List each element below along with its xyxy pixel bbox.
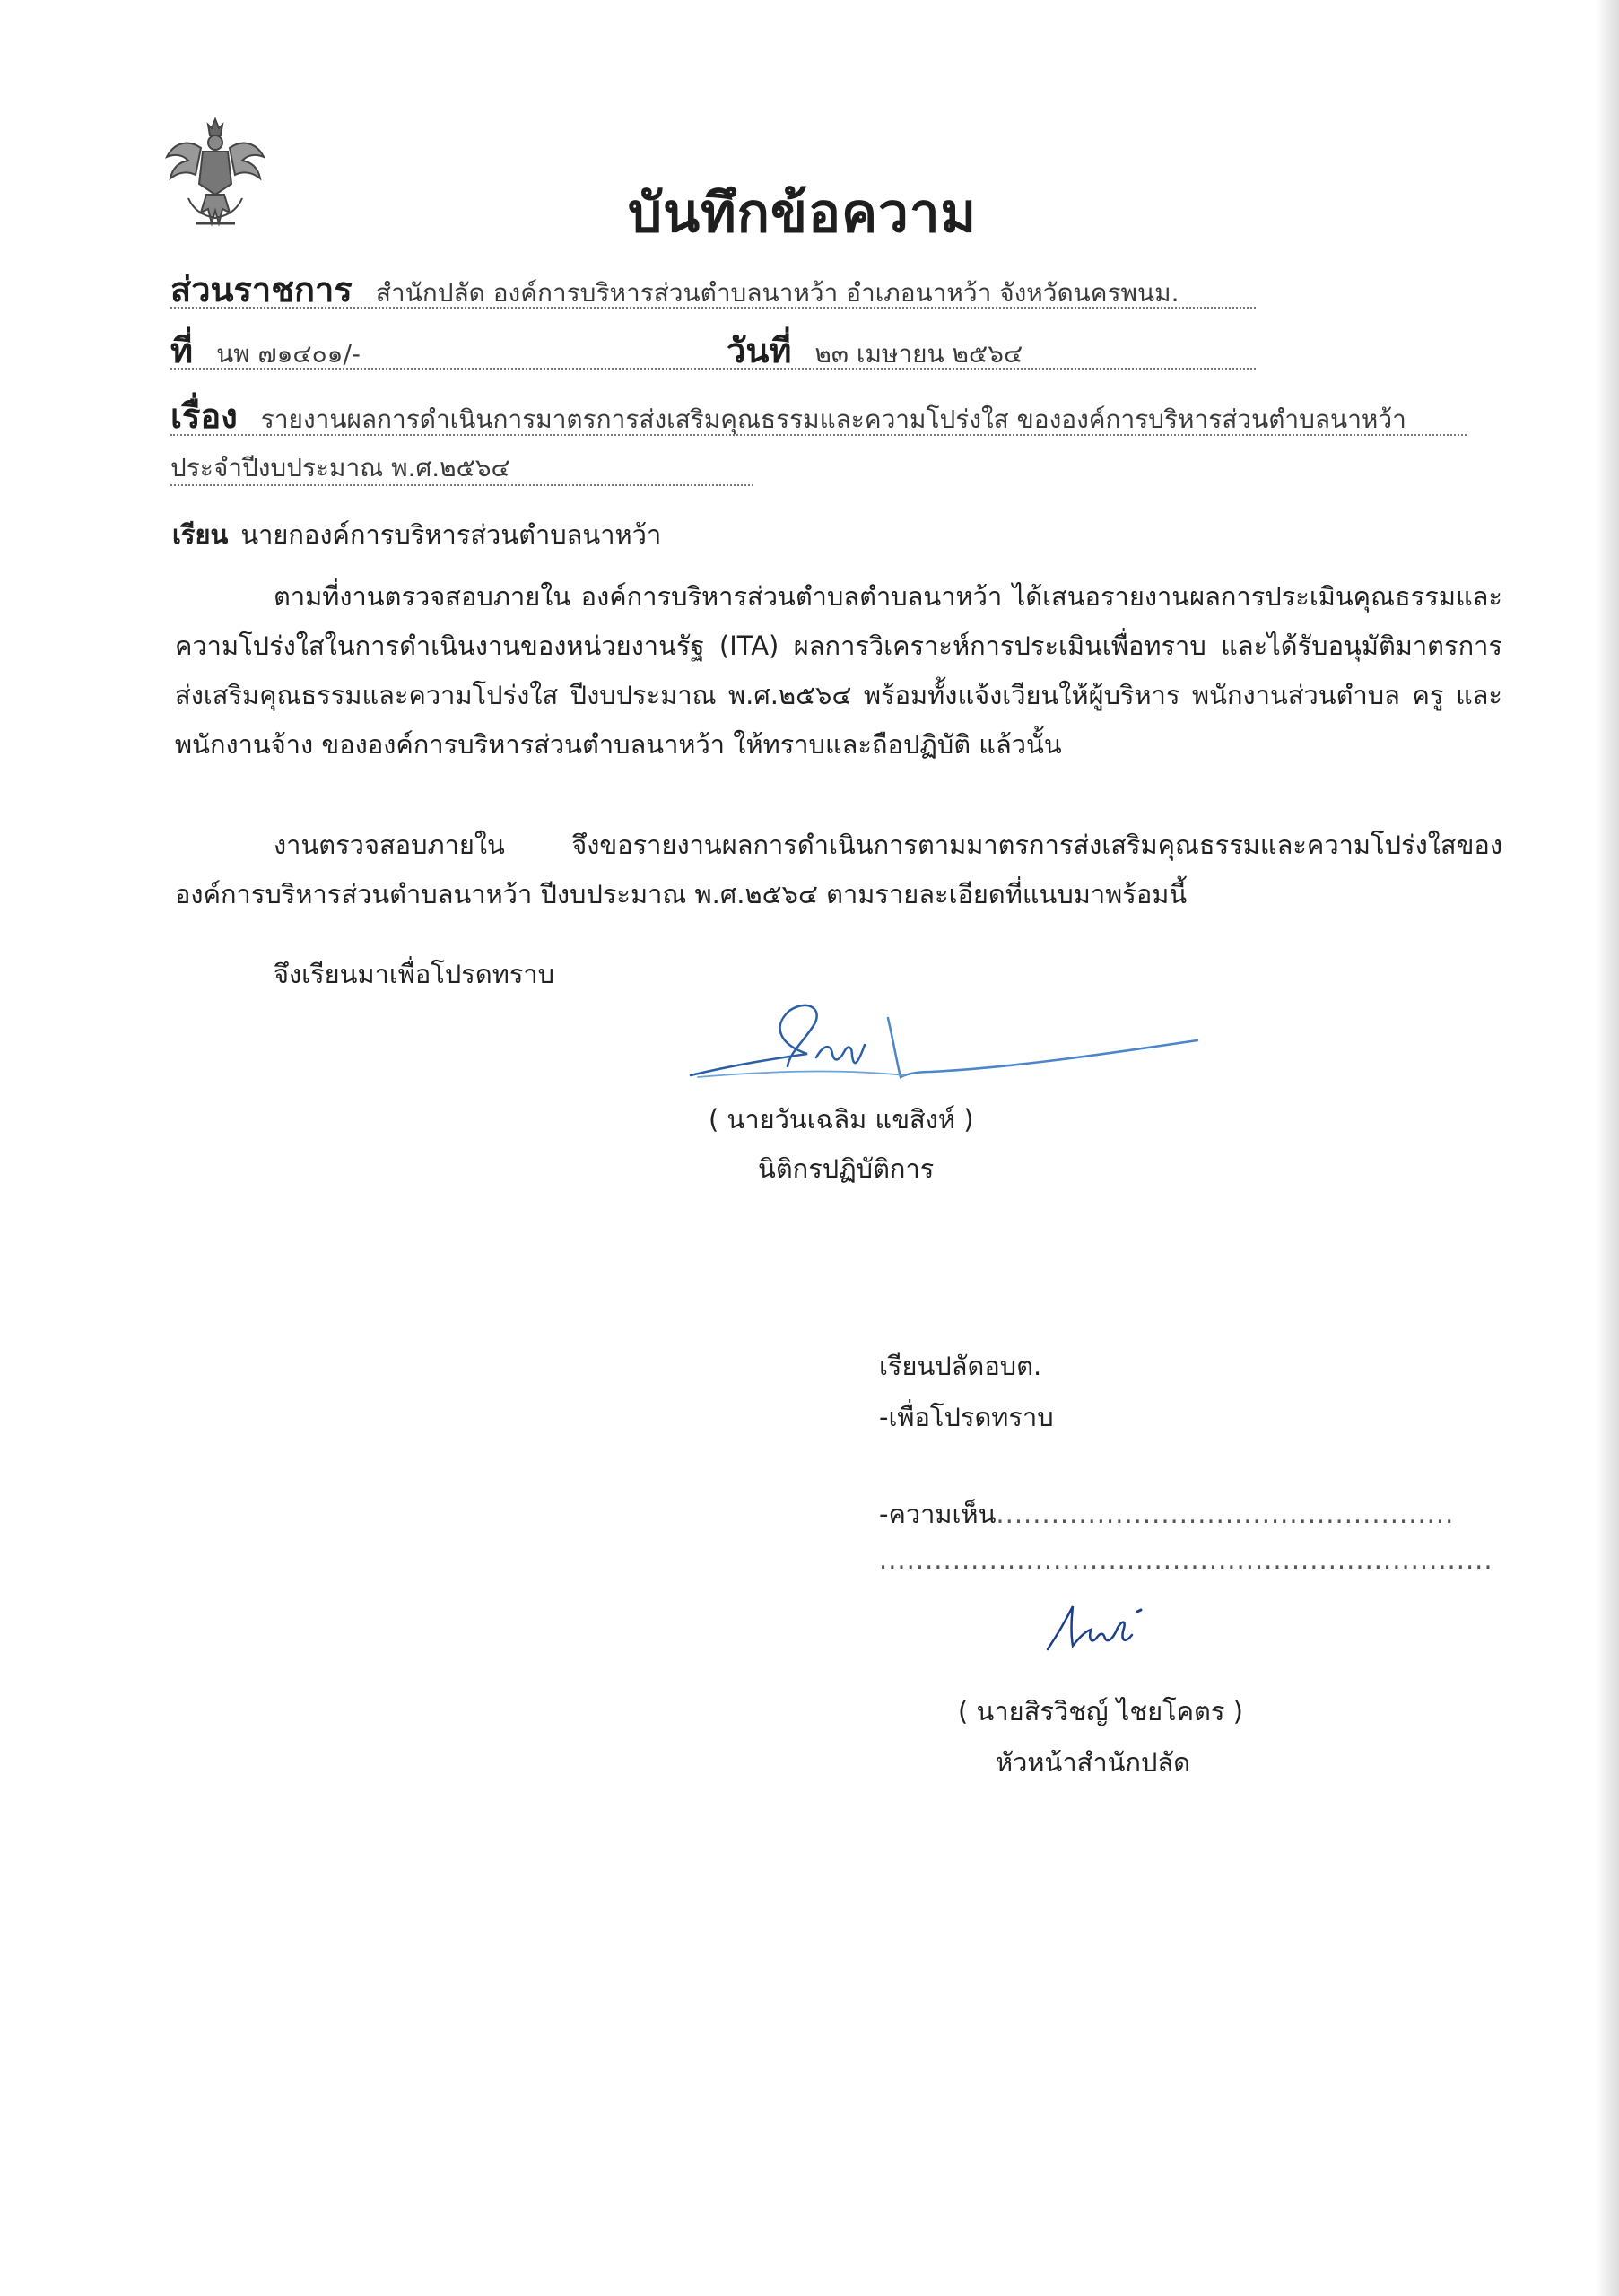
signer-1-position: นิติกรปฏิบัติการ: [758, 1153, 935, 1184]
subject-underline-1: [170, 434, 1467, 436]
endorsement-line-2: -เพื่อโปรดทราบ: [879, 1402, 1054, 1432]
memo-title: บันทึกข้อความ: [628, 182, 978, 245]
date-value: ๒๓ เมษายน ๒๕๖๔: [814, 339, 1023, 369]
opinion-label: -ความเห็น: [879, 1499, 997, 1529]
signer-1-name: ( นายวันเฉลิม แขสิงห์ ): [709, 1104, 974, 1135]
reference-value: นพ ๗๑๔๐๑/-: [216, 339, 361, 369]
salutation-value: นายกองค์การบริหารส่วนตำบลนาหว้า: [240, 519, 662, 550]
reference-label: ที่: [170, 331, 194, 370]
subject-continuation: [170, 448, 510, 488]
body-paragraph-1: [175, 572, 1502, 770]
salutation-label: เรียน: [172, 519, 229, 550]
department-underline: [170, 307, 1256, 309]
department-label: ส่วนราชการ: [170, 270, 353, 309]
endorsement-line-1: เรียนปลัดอบต.: [879, 1351, 1042, 1381]
paragraph-1-text: ตามที่งานตรวจสอบภายใน องค์การบริหารส่วนตำบลตำบลนาหว้า ได้เสนอรายงานผลการประเมินคุณธรรมและความโปร่งใสในการดำเนินงานของหน่วยงานรัฐ (ITA) ผลการวิเคราะห์การประเมินเพื่อทราบ และได้รับอนุมัติมาตรการส่งเสริมคุณธรรมและความโปร่งใส ปีงบประมาณ พ.ศ.๒๕๖๔ พร้อมทั้งแจ้งเวียนให้ผู้บริหาร พนักงานส่วนตำบล ครู และพนักงานจ้าง ขององค์การบริหารส่วนตำบลนาหว้า ให้ทราบและถือปฏิบัติ แล้วนั้น: [175, 581, 1502, 760]
signer-2-position: หัวหน้าสำนักปลัด: [996, 1747, 1191, 1778]
signer-2-name: ( นายสิรวิชญ์ ไชยโคตร ): [958, 1696, 1243, 1726]
body-paragraph-2: [175, 821, 1502, 919]
subject-underline-2: [170, 484, 753, 486]
signature-1-image: [682, 991, 1202, 1099]
closing-line: จึงเรียนมาเพื่อโปรดทราบ: [274, 959, 555, 989]
opinion-line: [879, 1493, 1454, 1535]
paragraph-2-text: งานตรวจสอบภายใน จึงขอรายงานผลการดำเนินการตามมาตรการส่งเสริมคุณธรรมและความโปร่งใสขององค์การบริหารส่วนตำบลนาหว้า ปีงบประมาณ พ.ศ.๒๕๖๔ ตามรายละเอียดที่แนบมาพร้อมนี้: [175, 830, 1502, 909]
subject-line-1: รายงานผลการดำเนินการมาตรการส่งเสริมคุณธรรมและความโปร่งใส ขององค์การบริหารส่วนตำบลนาหว้า: [260, 404, 1406, 434]
subject-label: เรื่อง: [170, 396, 238, 436]
date-label: วันที่: [727, 331, 792, 370]
garuda-emblem-icon: [161, 112, 269, 238]
opinion-dots-line-2: ...................................................................: [879, 1544, 1493, 1575]
opinion-dots: ..................................................: [996, 1499, 1455, 1529]
reference-underline: [170, 368, 1256, 370]
subject-line-2: ประจำปีงบประมาณ พ.ศ.๒๕๖๔: [170, 453, 510, 483]
salutation: [172, 514, 661, 555]
department-value: สำนักปลัด องค์การบริหารส่วนตำบลนาหว้า อำเภอนาหว้า จังหวัดนครพนม.: [375, 278, 1179, 308]
page-edge-shadow: [1596, 0, 1619, 2296]
signature-2-image: [1040, 1601, 1184, 1655]
